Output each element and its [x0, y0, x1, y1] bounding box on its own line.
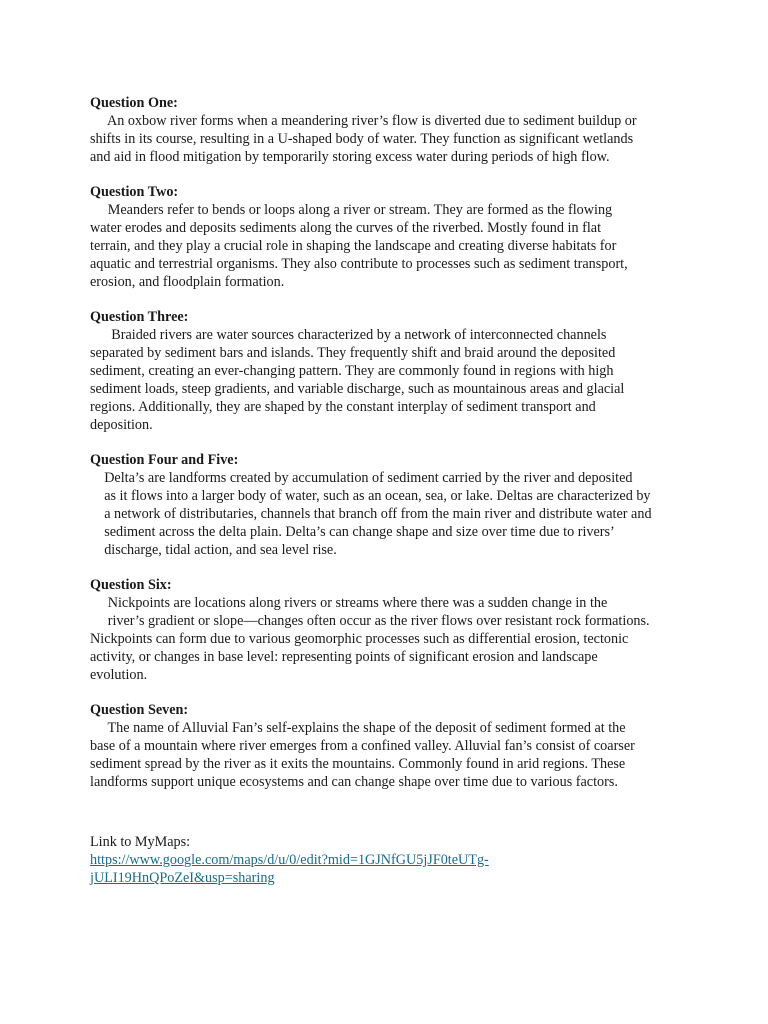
answer-line: activity, or changes in base level: representing points of significant erosion and landscape [90, 649, 598, 665]
answer-line: Braided rivers are water sources characterized by a network of interconnected channels [90, 327, 607, 343]
answer-line: sediment, creating an ever-changing pattern. They are commonly found in regions with high [90, 363, 614, 379]
answer-line: Nickpoints can form due to various geomorphic processes such as differential erosion, tectonic [90, 631, 629, 647]
answer-line: water erodes and deposits sediments along the curves of the riverbed. Mostly found in flat [90, 220, 602, 236]
question-section [90, 701, 688, 791]
answer-line: An oxbow river forms when a meandering river’s flow is diverted due to sediment buildup or [90, 113, 637, 129]
link-label: Link to MyMaps: [90, 834, 191, 850]
answer-line: and aid in flood mitigation by temporarily storing excess water during periods of high flow. [90, 149, 610, 165]
answer-line: shifts in its course, resulting in a U-shaped body of water. They function as significant wetlands [90, 131, 634, 147]
question-answer [90, 594, 688, 684]
question-title: Question Four and Five: [90, 452, 239, 468]
question-answer [90, 201, 688, 291]
answer-line: terrain, and they play a crucial role in shaping the landscape and creating diverse habitats for [90, 238, 617, 254]
question-section [90, 308, 688, 434]
question-section [90, 451, 688, 559]
answer-line: discharge, tidal action, and sea level rise. [90, 542, 337, 558]
answer-line: separated by sediment bars and islands. They frequently shift and braid around the deposited [90, 345, 616, 361]
link-block [90, 833, 688, 887]
answer-line: a network of distributaries, channels that branch off from the main river and distribute water and [90, 506, 652, 522]
question-title: Question Six: [90, 577, 172, 593]
answer-line: sediment spread by the river as it exits the mountains. Commonly found in arid regions. These [90, 756, 626, 772]
answer-line: river’s gradient or slope—changes often occur as the river flows over resistant rock formations. [90, 613, 650, 629]
question-answer [90, 469, 688, 559]
answer-line: erosion, and floodplain formation. [90, 274, 285, 290]
answer-line: base of a mountain where river emerges from a confined valley. Alluvial fan’s consist of coarser [90, 738, 635, 754]
question-answer [90, 326, 688, 434]
question-title: Question Two: [90, 184, 179, 200]
answer-line: landforms support unique ecosystems and can change shape over time due to various factors. [90, 774, 618, 790]
answer-line: regions. Additionally, they are shaped by the constant interplay of sediment transport and [90, 399, 596, 415]
question-title: Question Seven: [90, 702, 189, 718]
answer-line: Delta’s are landforms created by accumulation of sediment carried by the river and deposited [90, 470, 633, 486]
question-answer [90, 719, 688, 791]
answer-line: as it flows into a larger body of water, such as an ocean, sea, or lake. Deltas are characterized by [90, 488, 651, 504]
question-section [90, 94, 688, 166]
question-title: Question One: [90, 95, 178, 111]
answer-line: Nickpoints are locations along rivers or streams where there was a sudden change in the [90, 595, 608, 611]
answers-container [90, 94, 688, 791]
answer-line: sediment loads, steep gradients, and variable discharge, such as mountainous areas and glacial [90, 381, 625, 397]
answer-line: The name of Alluvial Fan’s self-explains the shape of the deposit of sediment formed at the [90, 720, 626, 736]
question-section [90, 183, 688, 291]
answer-line: sediment across the delta plain. Delta’s can change shape and size over time due to rivers’ [90, 524, 615, 540]
question-section [90, 576, 688, 684]
answer-line: Meanders refer to bends or loops along a river or stream. They are formed as the flowing [90, 202, 613, 218]
answer-line: aquatic and terrestrial organisms. They also contribute to processes such as sediment transport, [90, 256, 628, 272]
mymaps-link-line-2[interactable]: jULI19HnQPoZeI&usp=sharing [90, 870, 275, 886]
answer-line: evolution. [90, 667, 148, 683]
mymaps-link-line-1[interactable]: https://www.google.com/maps/d/u/0/edit?mid=1GJNfGU5jJF0teUTg- [90, 852, 489, 868]
question-answer [90, 112, 688, 166]
answer-line: deposition. [90, 417, 153, 433]
question-title: Question Three: [90, 309, 189, 325]
